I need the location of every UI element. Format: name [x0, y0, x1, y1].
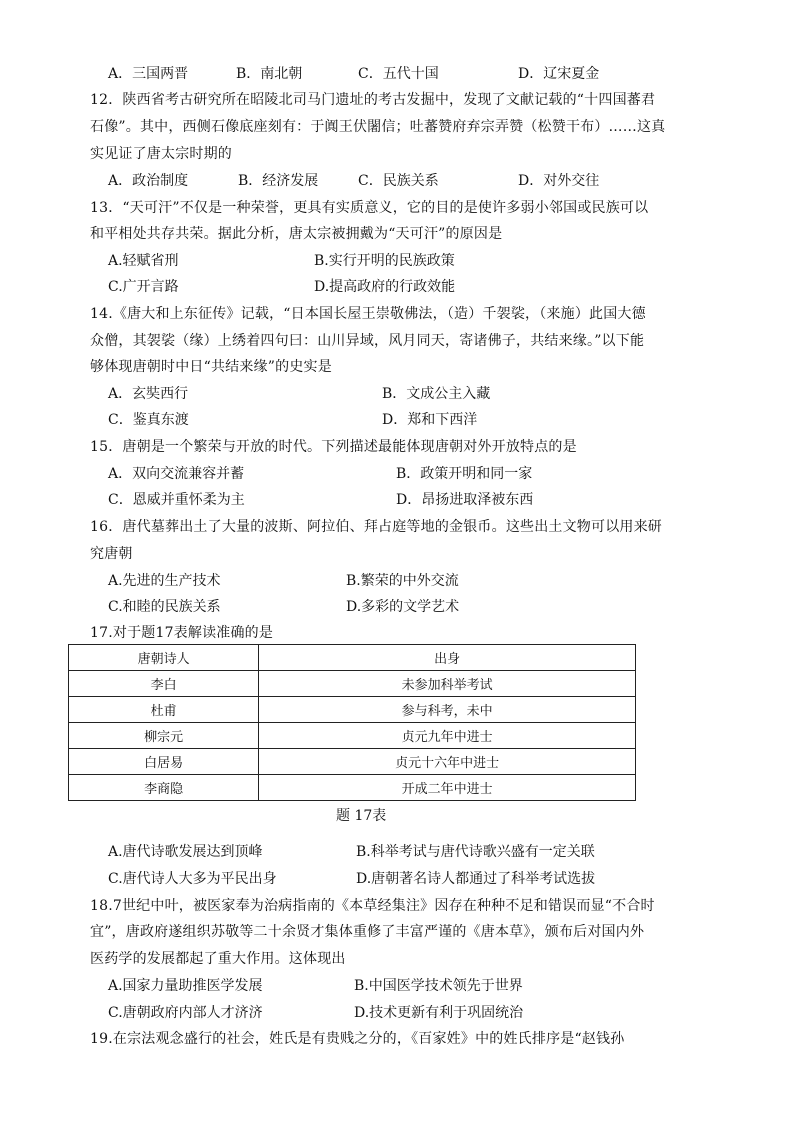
- q13-stem-line-2: 和平相处共存共荣。据此分析，唐太宗被拥戴为“天可汗”的原因是: [90, 226, 503, 242]
- table-row: [69, 671, 636, 697]
- q17-option-c[interactable]: C.唐代诗人大多为平民出身: [108, 871, 277, 887]
- table-header-origin: 出身: [259, 645, 636, 671]
- q12-option-b[interactable]: B．经济发展: [238, 173, 319, 189]
- table-cell-origin: 贞元十六年中进士: [259, 749, 636, 775]
- q17-table: [68, 644, 636, 801]
- q16-option-b[interactable]: B.繁荣的中外交流: [346, 573, 459, 589]
- q12-stem-line-1: 12．陕西省考古研究所在昭陵北司马门遗址的考古发掘中，发现了文献记载的“十四国蕃君: [90, 92, 656, 108]
- q16-stem-line-2: 究唐朝: [90, 546, 133, 562]
- q16-option-c[interactable]: C.和睦的民族关系: [108, 599, 221, 615]
- table-cell-origin: 贞元九年中进士: [259, 723, 636, 749]
- q13-option-c[interactable]: C.广开言路: [108, 279, 179, 295]
- q16-option-d[interactable]: D.多彩的文学艺术: [346, 599, 460, 615]
- q17-option-a[interactable]: A.唐代诗歌发展达到顶峰: [108, 844, 263, 860]
- q14-stem-line-1: 14.《唐大和上东征传》记载，“日本国长屋王崇敬佛法，（造）千袈裟，（来施）此国大德: [90, 306, 646, 322]
- table-row: [69, 749, 636, 775]
- q13-option-a[interactable]: A.轻赋省刑: [108, 253, 179, 269]
- q18-option-a[interactable]: A.国家力量助推医学发展: [108, 978, 263, 994]
- table-cell-poet: 李商隐: [69, 775, 259, 801]
- q18-option-d[interactable]: D.技术更新有利于巩固统治: [354, 1005, 524, 1021]
- q17-option-d[interactable]: D.唐朝著名诗人都通过了科举考试选拔: [356, 871, 596, 887]
- q16-stem-line-1: 16．唐代墓葬出土了大量的波斯、阿拉伯、拜占庭等地的金银币。这些出土文物可以用来研: [90, 519, 663, 535]
- q14-option-b[interactable]: B．文成公主入藏: [382, 386, 491, 402]
- q11-option-d[interactable]: D．辽宋夏金: [518, 66, 600, 82]
- table-cell-poet: 李白: [69, 671, 259, 697]
- q14-option-d[interactable]: D．郑和下西洋: [382, 412, 478, 428]
- q17-stem: 17.对于题17表解读准确的是: [90, 625, 274, 641]
- table-cell-poet: 柳宗元: [69, 723, 259, 749]
- table-cell-origin: 开成二年中进士: [259, 775, 636, 801]
- q12-stem-line-3: 实见证了唐太宗时期的: [90, 146, 232, 162]
- q15-option-d[interactable]: D．昂扬进取泽被东西: [396, 492, 534, 508]
- q14-stem-line-2: 众僧，其袈裟（缘）上绣着四句曰：山川异域，风月同天，寄诸佛子，共结来缘。”以下能: [90, 333, 645, 349]
- q14-option-c[interactable]: C．鉴真东渡: [108, 412, 189, 428]
- table-row: [69, 723, 636, 749]
- q12-option-d[interactable]: D．对外交往: [518, 173, 600, 189]
- q18-stem-line-3: 医药学的发展都起了重大作用。这体现出: [90, 951, 346, 967]
- q18-option-b[interactable]: B.中国医学技术领先于世界: [354, 978, 523, 994]
- table-header-row: [69, 645, 636, 671]
- q14-option-a[interactable]: A．玄奘西行: [108, 386, 189, 402]
- q16-option-a[interactable]: A.先进的生产技术: [108, 573, 221, 589]
- q14-stem-line-3: 够体现唐朝时中日“共结来缘”的史实是: [90, 359, 332, 375]
- table-cell-origin: 未参加科举考试: [259, 671, 636, 697]
- q11-option-a[interactable]: A．三国两晋: [108, 66, 189, 82]
- q18-stem-line-2: 宜”，唐政府遂组织苏敬等二十余贤才集体重修了丰富严谨的《唐本草》，颁布后对国内外: [90, 924, 645, 940]
- q12-option-c[interactable]: C．民族关系: [358, 173, 439, 189]
- table-row: [69, 697, 636, 723]
- table-header-poet: 唐朝诗人: [69, 645, 259, 671]
- q17-table-caption: 题 17表: [336, 808, 387, 824]
- table-cell-poet: 白居易: [69, 749, 259, 775]
- table-cell-poet: 杜甫: [69, 697, 259, 723]
- q18-option-c[interactable]: C.唐朝政府内部人才济济: [108, 1005, 263, 1021]
- q11-option-b[interactable]: B．南北朝: [236, 66, 303, 82]
- q19-stem-line-1: 19.在宗法观念盛行的社会，姓氏是有贵贱之分的，《百家姓》中的姓氏排序是“赵钱孙: [90, 1031, 625, 1047]
- q15-option-a[interactable]: A．双向交流兼容并蓄: [108, 466, 245, 482]
- q15-option-c[interactable]: C．恩威并重怀柔为主: [108, 492, 245, 508]
- q12-option-a[interactable]: A．政治制度: [108, 173, 189, 189]
- q18-stem-line-1: 18.7世纪中叶，被医家奉为治病指南的《本草经集注》因存在种种不足和错误而显“不合时: [90, 898, 655, 914]
- q12-stem-line-2: 石像”。其中，西侧石像底座刻有：于阗王伏闍信；吐蕃赞府弃宗弄赞（松赞干布）……这真: [90, 119, 666, 135]
- table-cell-origin: 参与科考，未中: [259, 697, 636, 723]
- q15-stem-line-1: 15．唐朝是一个繁荣与开放的时代。下列描述最能体现唐朝对外开放特点的是: [90, 439, 577, 455]
- q15-option-b[interactable]: B．政策开明和同一家: [396, 466, 533, 482]
- table-row: [69, 775, 636, 801]
- q13-stem-line-1: 13．“天可汗”不仅是一种荣誉，更具有实质意义，它的目的是使许多弱小邻国或民族可以: [90, 200, 649, 216]
- q17-option-b[interactable]: B.科举考试与唐代诗歌兴盛有一定关联: [356, 844, 595, 860]
- q11-option-c[interactable]: C．五代十国: [358, 66, 439, 82]
- q13-option-b[interactable]: B.实行开明的民族政策: [314, 253, 455, 269]
- q13-option-d[interactable]: D.提高政府的行政效能: [314, 279, 456, 295]
